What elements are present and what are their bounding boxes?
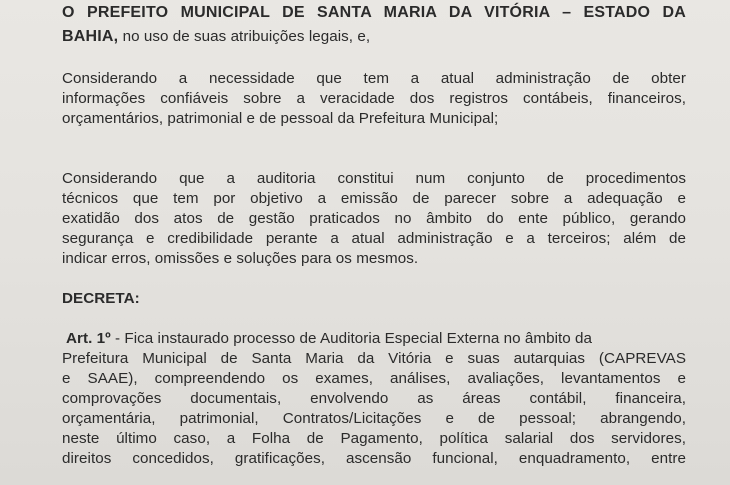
article1-first-line-text: - Fica instaurado processo de Auditoria Especial Externa no âmbito da (110, 330, 593, 347)
paragraph2-line-5: indicar erros, omissões e soluções para os mesmos. (62, 250, 419, 267)
article1-line-3: e SAAE), compreendendo os exames, análises, avaliações, levantamentos e (62, 370, 686, 387)
paragraph2-line-1: Considerando que a auditoria constitui num conjunto de procedimentos (62, 170, 686, 187)
article1-line-6: neste último caso, a Folha de Pagamento, política salarial dos servidores, (62, 430, 686, 447)
article1-line-2: Prefeitura Municipal de Santa Maria da Vitória e suas autarquias (CAPREVAS (62, 350, 686, 367)
article1-line-4: comprovações documentais, envolvendo as áreas contábil, financeira, (62, 390, 686, 407)
header-state-name: BAHIA, (62, 28, 119, 45)
header-line-1: O PREFEITO MUNICIPAL DE SANTA MARIA DA VITÓRIA – ESTADO DA (62, 4, 686, 21)
paragraph1-line-2: informações confiáveis sobre a veracidade dos registros contábeis, financeiros, (62, 90, 686, 107)
decreta-heading: DECRETA: (62, 290, 140, 307)
header-legal-clause: no uso de suas atribuições legais, e, (118, 28, 371, 45)
paragraph1-line-3: orçamentários, patrimonial e de pessoal da Prefeitura Municipal; (62, 110, 499, 127)
paragraph2-line-2: técnicos que tem por objetivo a emissão de parecer sobre a adequação e (62, 190, 686, 207)
article1-label: Art. 1º (66, 330, 111, 347)
article1-line-7: direitos concedidos, gratificações, ascensão funcional, enquadramento, entre (62, 450, 686, 467)
paragraph1-line-1: Considerando a necessidade que tem a atual administração de obter (62, 70, 686, 87)
paragraph2-line-3: exatidão dos atos de gestão praticados no âmbito do ente público, gerando (62, 210, 686, 227)
header-line-2 (62, 28, 686, 45)
article1-line-5: orçamentária, patrimonial, Contratos/Licitações e de pessoal; abrangendo, (62, 410, 686, 427)
article1-line-1 (66, 330, 686, 347)
paragraph2-line-4: segurança e credibilidade perante a atual administração e a terceiros; além de (62, 230, 686, 247)
